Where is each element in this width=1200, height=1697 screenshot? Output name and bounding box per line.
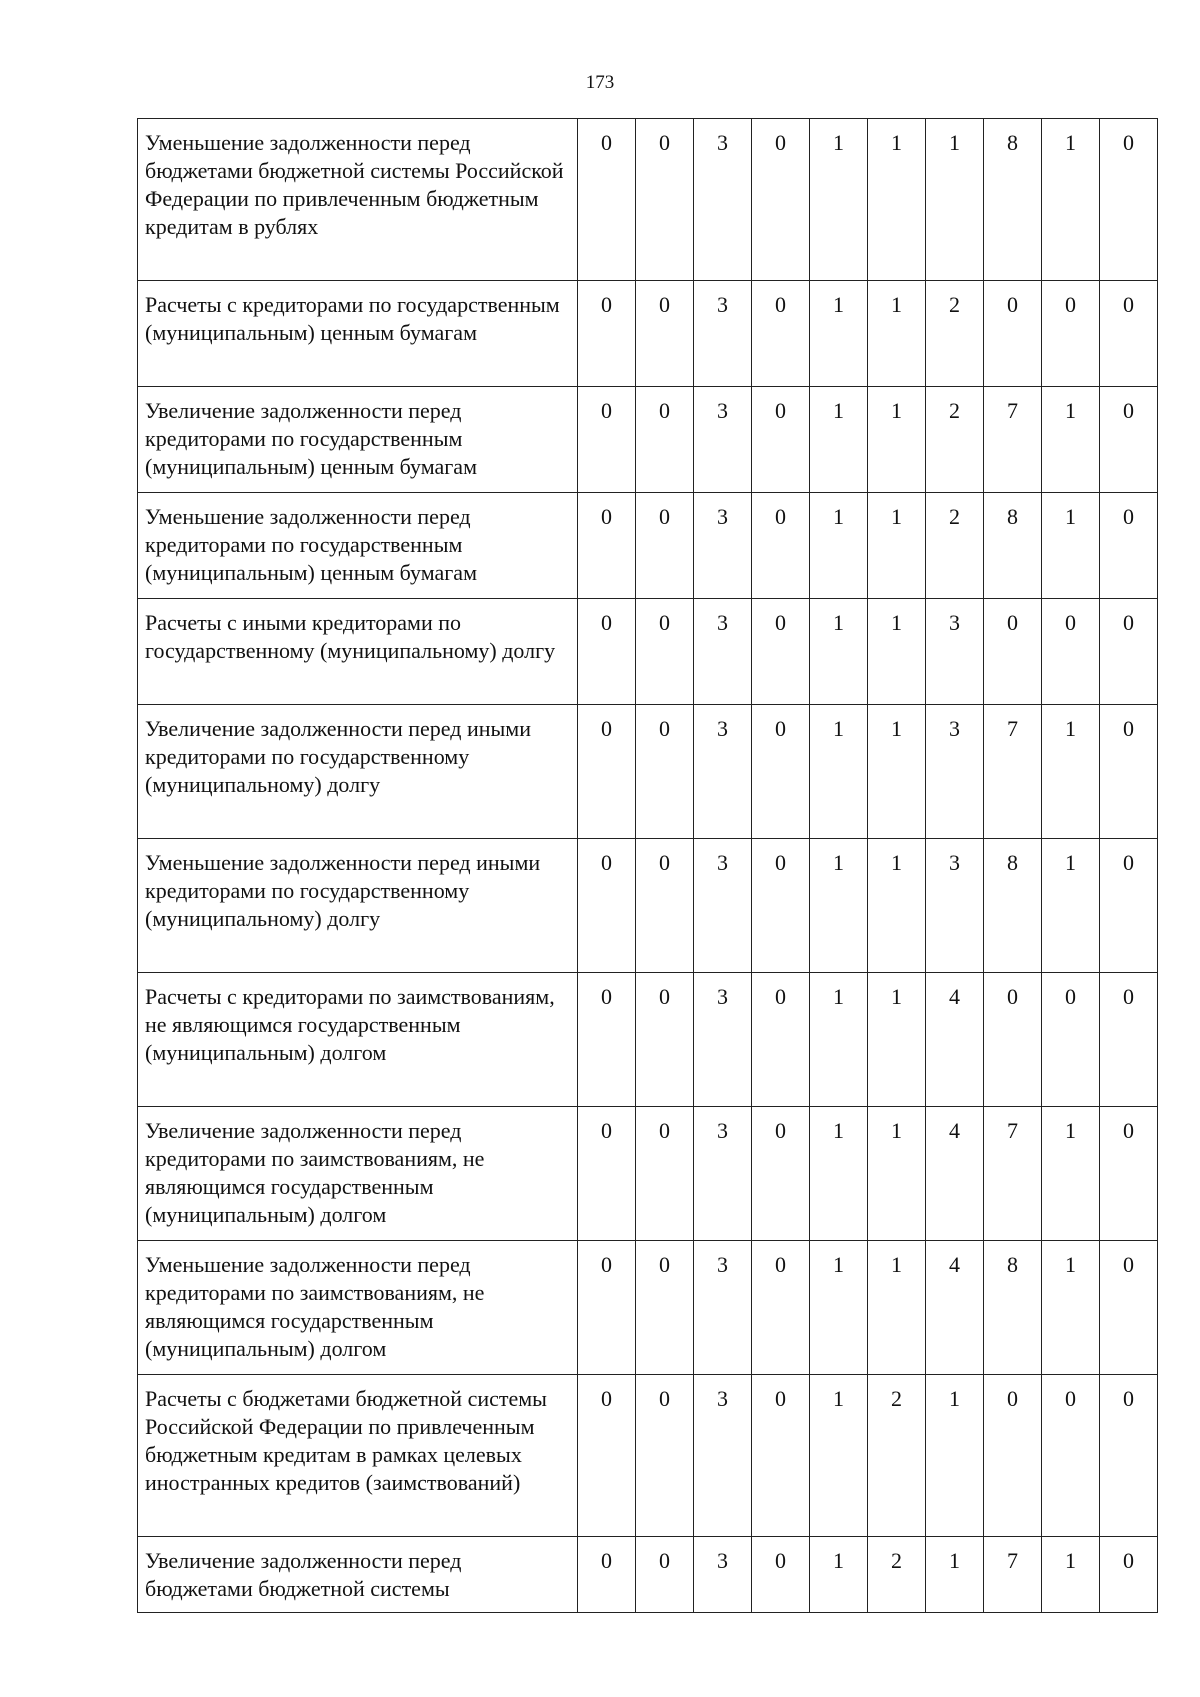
- code-digit-8: 8: [984, 119, 1042, 281]
- code-digit-4: 0: [752, 493, 810, 599]
- code-digit-6: 1: [868, 599, 926, 705]
- code-digit-8: 7: [984, 1107, 1042, 1241]
- code-digit-4: 0: [752, 973, 810, 1107]
- code-digit-1: 0: [578, 387, 636, 493]
- code-digit-10: 0: [1100, 493, 1158, 599]
- code-digit-4: 0: [752, 119, 810, 281]
- code-digit-7: 2: [926, 387, 984, 493]
- code-digit-3: 3: [694, 493, 752, 599]
- code-digit-10: 0: [1100, 1107, 1158, 1241]
- code-digit-10: 0: [1100, 599, 1158, 705]
- code-digit-10: 0: [1100, 973, 1158, 1107]
- code-digit-8: 7: [984, 387, 1042, 493]
- code-digit-8: 7: [984, 1537, 1042, 1613]
- code-digit-8: 7: [984, 705, 1042, 839]
- code-digit-1: 0: [578, 599, 636, 705]
- code-digit-9: 1: [1042, 119, 1100, 281]
- code-digit-5: 1: [810, 1537, 868, 1613]
- code-digit-9: 0: [1042, 599, 1100, 705]
- code-digit-6: 1: [868, 705, 926, 839]
- code-digit-4: 0: [752, 1107, 810, 1241]
- code-digit-6: 1: [868, 839, 926, 973]
- code-digit-2: 0: [636, 493, 694, 599]
- row-description: Увеличение задолженности перед иными кредиторами по государственному (муниципальному) долгу: [138, 705, 578, 839]
- code-digit-1: 0: [578, 1537, 636, 1613]
- code-digit-2: 0: [636, 973, 694, 1107]
- code-digit-2: 0: [636, 119, 694, 281]
- code-digit-1: 0: [578, 973, 636, 1107]
- code-digit-9: 1: [1042, 1107, 1100, 1241]
- table-row: [138, 1107, 1158, 1241]
- code-digit-10: 0: [1100, 705, 1158, 839]
- code-digit-1: 0: [578, 1107, 636, 1241]
- code-digit-3: 3: [694, 839, 752, 973]
- code-digit-7: 1: [926, 1537, 984, 1613]
- code-digit-9: 0: [1042, 973, 1100, 1107]
- code-digit-10: 0: [1100, 1241, 1158, 1375]
- code-digit-2: 0: [636, 839, 694, 973]
- table-row: [138, 493, 1158, 599]
- code-digit-1: 0: [578, 1375, 636, 1537]
- table-row: [138, 839, 1158, 973]
- code-digit-2: 0: [636, 281, 694, 387]
- code-digit-9: 1: [1042, 1241, 1100, 1375]
- code-digit-8: 0: [984, 599, 1042, 705]
- code-digit-6: 1: [868, 493, 926, 599]
- code-digit-9: 0: [1042, 1375, 1100, 1537]
- code-digit-7: 3: [926, 839, 984, 973]
- code-digit-4: 0: [752, 281, 810, 387]
- code-digit-2: 0: [636, 1537, 694, 1613]
- code-digit-6: 2: [868, 1375, 926, 1537]
- code-digit-1: 0: [578, 119, 636, 281]
- row-description: Уменьшение задолженности перед кредиторами по заимствованиям, не являющимся государственным (муниципальным) долгом: [138, 1241, 578, 1375]
- code-digit-2: 0: [636, 1107, 694, 1241]
- page-number: 173: [585, 72, 615, 93]
- code-digit-8: 0: [984, 1375, 1042, 1537]
- code-digit-4: 0: [752, 1537, 810, 1613]
- code-digit-5: 1: [810, 119, 868, 281]
- row-description: Уменьшение задолженности перед иными кредиторами по государственному (муниципальному) долгу: [138, 839, 578, 973]
- code-digit-6: 2: [868, 1537, 926, 1613]
- code-digit-5: 1: [810, 1241, 868, 1375]
- code-digit-9: 1: [1042, 1537, 1100, 1613]
- code-digit-5: 1: [810, 705, 868, 839]
- code-digit-8: 0: [984, 281, 1042, 387]
- table-row: [138, 1375, 1158, 1537]
- code-digit-6: 1: [868, 973, 926, 1107]
- row-description: Уменьшение задолженности перед бюджетами бюджетной системы Российской Федерации по привлеченным бюджетным кредитам в рублях: [138, 119, 578, 281]
- code-digit-5: 1: [810, 973, 868, 1107]
- code-digit-7: 1: [926, 119, 984, 281]
- code-digit-7: 2: [926, 281, 984, 387]
- code-digit-7: 4: [926, 1241, 984, 1375]
- row-description: Увеличение задолженности перед кредиторами по заимствованиям, не являющимся государственным (муниципальным) долгом: [138, 1107, 578, 1241]
- code-digit-10: 0: [1100, 1375, 1158, 1537]
- code-digit-1: 0: [578, 493, 636, 599]
- code-digit-3: 3: [694, 281, 752, 387]
- code-digit-1: 0: [578, 705, 636, 839]
- code-digit-10: 0: [1100, 387, 1158, 493]
- code-digit-3: 3: [694, 973, 752, 1107]
- table-row: [138, 119, 1158, 281]
- code-digit-4: 0: [752, 599, 810, 705]
- code-digit-10: 0: [1100, 1537, 1158, 1613]
- code-digit-10: 0: [1100, 839, 1158, 973]
- budget-code-table: [137, 118, 1158, 1613]
- code-digit-6: 1: [868, 119, 926, 281]
- code-digit-3: 3: [694, 705, 752, 839]
- code-digit-7: 3: [926, 705, 984, 839]
- code-digit-6: 1: [868, 1107, 926, 1241]
- table-row: [138, 1537, 1158, 1613]
- table-row: [138, 281, 1158, 387]
- row-description: Расчеты с иными кредиторами по государственному (муниципальному) долгу: [138, 599, 578, 705]
- code-digit-5: 1: [810, 599, 868, 705]
- code-digit-5: 1: [810, 1375, 868, 1537]
- code-digit-1: 0: [578, 281, 636, 387]
- code-digit-5: 1: [810, 1107, 868, 1241]
- code-digit-6: 1: [868, 387, 926, 493]
- row-description: Расчеты с кредиторами по заимствованиям, не являющимся государственным (муниципальным) долгом: [138, 973, 578, 1107]
- code-digit-9: 0: [1042, 281, 1100, 387]
- code-digit-4: 0: [752, 705, 810, 839]
- code-digit-3: 3: [694, 1375, 752, 1537]
- code-digit-8: 0: [984, 973, 1042, 1107]
- code-digit-6: 1: [868, 281, 926, 387]
- code-digit-4: 0: [752, 387, 810, 493]
- code-digit-3: 3: [694, 1107, 752, 1241]
- table-row: [138, 705, 1158, 839]
- code-digit-1: 0: [578, 839, 636, 973]
- code-digit-3: 3: [694, 119, 752, 281]
- table-row: [138, 387, 1158, 493]
- code-digit-2: 0: [636, 1375, 694, 1537]
- code-digit-3: 3: [694, 1241, 752, 1375]
- row-description: Увеличение задолженности перед бюджетами бюджетной системы: [138, 1537, 578, 1613]
- code-digit-4: 0: [752, 1375, 810, 1537]
- table-body: [138, 119, 1158, 1613]
- code-digit-9: 1: [1042, 705, 1100, 839]
- code-digit-7: 3: [926, 599, 984, 705]
- code-digit-7: 4: [926, 1107, 984, 1241]
- code-digit-8: 8: [984, 1241, 1042, 1375]
- code-digit-2: 0: [636, 1241, 694, 1375]
- code-digit-5: 1: [810, 281, 868, 387]
- row-description: Увеличение задолженности перед кредиторами по государственным (муниципальным) ценным бумагам: [138, 387, 578, 493]
- code-digit-8: 8: [984, 493, 1042, 599]
- code-digit-5: 1: [810, 387, 868, 493]
- code-digit-2: 0: [636, 705, 694, 839]
- code-digit-1: 0: [578, 1241, 636, 1375]
- row-description: Уменьшение задолженности перед кредиторами по государственным (муниципальным) ценным бумагам: [138, 493, 578, 599]
- code-digit-7: 2: [926, 493, 984, 599]
- code-digit-9: 1: [1042, 493, 1100, 599]
- code-digit-2: 0: [636, 599, 694, 705]
- table-row: [138, 599, 1158, 705]
- code-digit-7: 4: [926, 973, 984, 1107]
- code-digit-10: 0: [1100, 281, 1158, 387]
- code-digit-4: 0: [752, 839, 810, 973]
- code-digit-6: 1: [868, 1241, 926, 1375]
- code-digit-10: 0: [1100, 119, 1158, 281]
- code-digit-3: 3: [694, 599, 752, 705]
- row-description: Расчеты с кредиторами по государственным (муниципальным) ценным бумагам: [138, 281, 578, 387]
- code-digit-3: 3: [694, 387, 752, 493]
- code-digit-3: 3: [694, 1537, 752, 1613]
- table-row: [138, 973, 1158, 1107]
- code-digit-2: 0: [636, 387, 694, 493]
- code-digit-4: 0: [752, 1241, 810, 1375]
- code-digit-7: 1: [926, 1375, 984, 1537]
- table-row: [138, 1241, 1158, 1375]
- code-digit-8: 8: [984, 839, 1042, 973]
- code-digit-9: 1: [1042, 387, 1100, 493]
- code-digit-9: 1: [1042, 839, 1100, 973]
- row-description: Расчеты с бюджетами бюджетной системы Российской Федерации по привлеченным бюджетным кредитам в рамках целевых иностранных кредитов (заимствований): [138, 1375, 578, 1537]
- code-digit-5: 1: [810, 839, 868, 973]
- code-digit-5: 1: [810, 493, 868, 599]
